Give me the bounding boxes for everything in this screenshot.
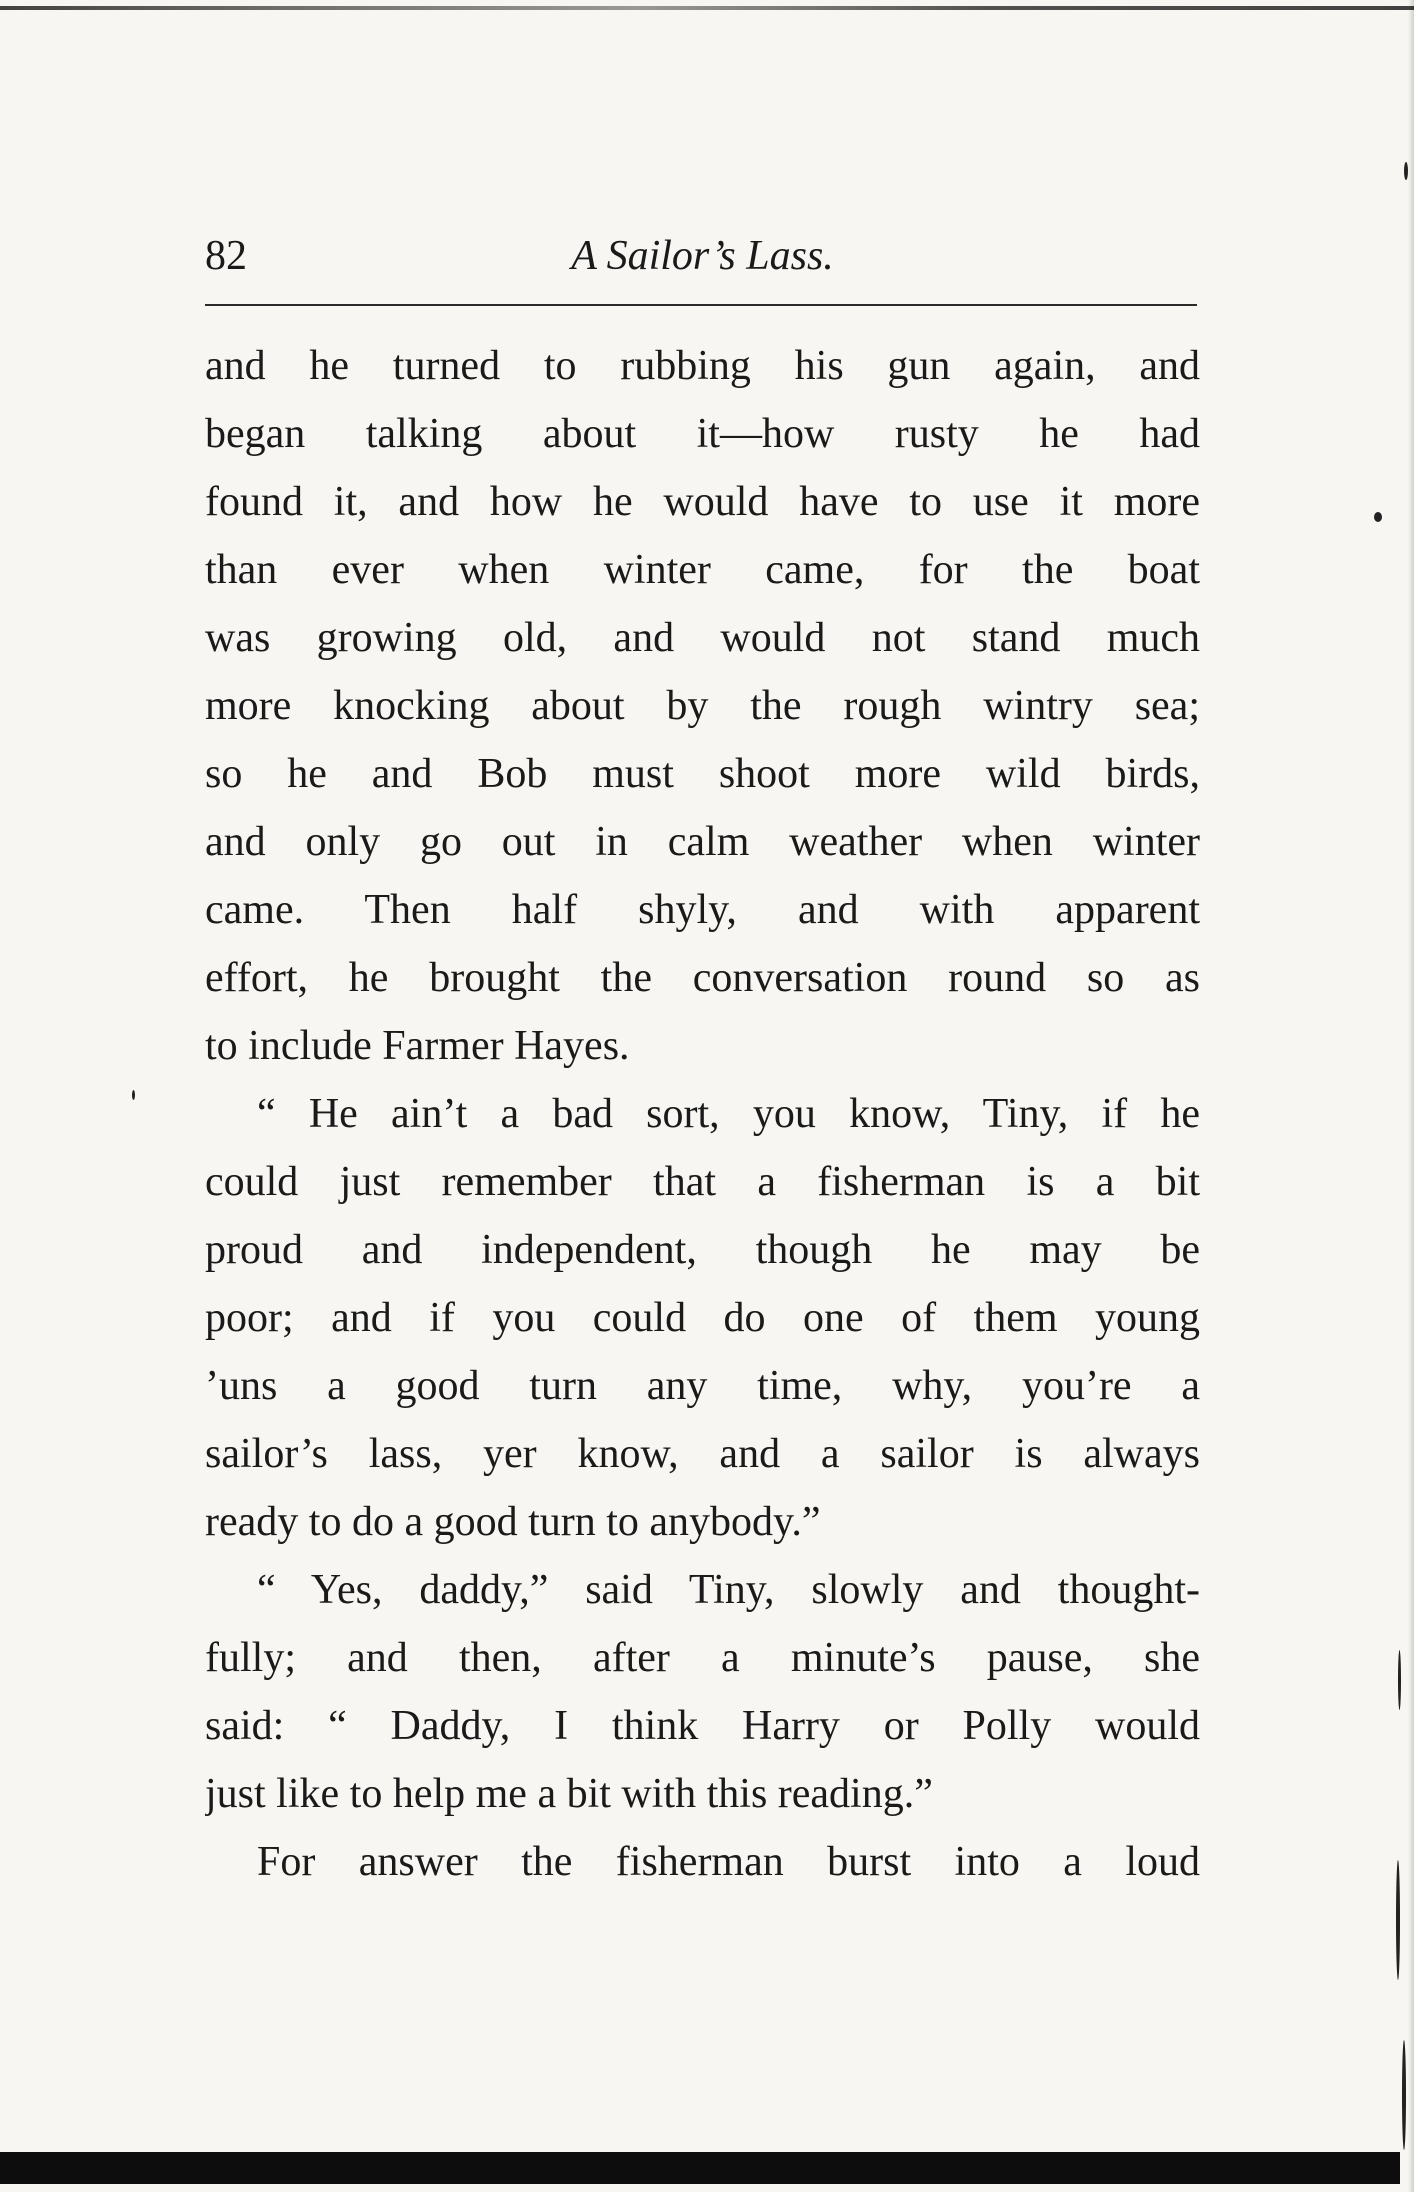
- running-title: A Sailor’s Lass.: [571, 233, 834, 279]
- text-line: was growing old, and would not stand much: [205, 615, 1200, 661]
- text-line: effort, he brought the conversation round so as: [205, 955, 1200, 1001]
- text-line: sailor’s lass, yer know, and a sailor is always: [205, 1431, 1200, 1477]
- header-rule: [205, 304, 1197, 306]
- text-line: said: “ Daddy, I think Harry or Polly would: [205, 1703, 1200, 1749]
- text-line: more knocking about by the rough wintry sea;: [205, 683, 1200, 729]
- text-line: “ He ain’t a bad sort, you know, Tiny, if he: [257, 1091, 1200, 1137]
- text-line: ’uns a good turn any time, why, you’re a: [205, 1363, 1200, 1409]
- text-line: came. Then half shyly, and with apparent: [205, 887, 1200, 933]
- text-line: ready to do a good turn to anybody.”: [205, 1499, 821, 1545]
- ink-speck: [1374, 512, 1382, 522]
- text-line: just like to help me a bit with this reading.”: [205, 1771, 933, 1817]
- ink-speck: [1404, 162, 1408, 180]
- text-line: so he and Bob must shoot more wild birds,: [205, 751, 1200, 797]
- text-line: began talking about it—how rusty he had: [205, 411, 1200, 457]
- ink-speck: [1398, 1650, 1401, 1710]
- text-line: than ever when winter came, for the boat: [205, 547, 1200, 593]
- text-line: For answer the fisherman burst into a loud: [257, 1839, 1200, 1885]
- text-line: and only go out in calm weather when winter: [205, 819, 1200, 865]
- page-bottom-edge: [0, 2152, 1400, 2184]
- page-number: 82: [205, 233, 247, 279]
- text-line: fully; and then, after a minute’s pause, she: [205, 1635, 1200, 1681]
- text-line: poor; and if you could do one of them young: [205, 1295, 1200, 1341]
- text-line: proud and independent, though he may be: [205, 1227, 1200, 1273]
- text-line: “ Yes, daddy,” said Tiny, slowly and thought-: [257, 1567, 1200, 1613]
- body-text: [205, 332, 1200, 1896]
- page-top-edge: [0, 6, 1414, 10]
- ink-speck: [132, 1090, 135, 1100]
- text-line: to include Farmer Hayes.: [205, 1023, 630, 1069]
- page-header: [205, 226, 1200, 286]
- text-line: found it, and how he would have to use it more: [205, 479, 1200, 525]
- text-line: and he turned to rubbing his gun again, and: [205, 343, 1200, 389]
- ink-speck: [1402, 2040, 1406, 2150]
- ink-speck: [1396, 1860, 1400, 1980]
- text-line: could just remember that a fisherman is a bit: [205, 1159, 1200, 1205]
- page-right-shadow: [1408, 0, 1414, 2192]
